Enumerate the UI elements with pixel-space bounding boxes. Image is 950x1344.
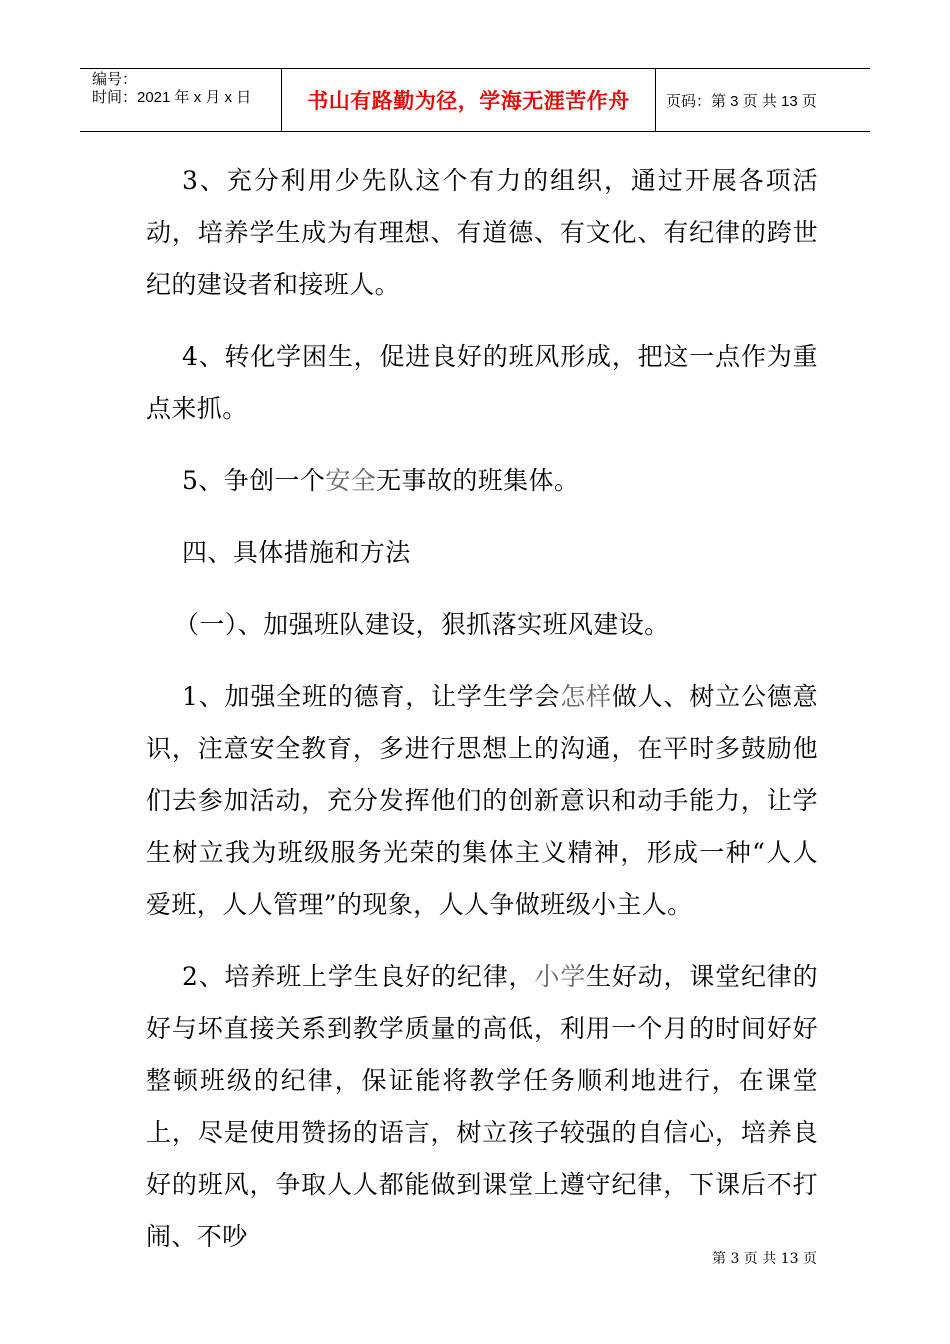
- measure-paragraph-2: [146, 951, 818, 1263]
- number-label: 编号：: [92, 71, 138, 88]
- keyword-link-safety[interactable]: 安全: [325, 466, 377, 495]
- paragraph-item-3: 3、充分利用少先队这个有力的组织，通过开展各项活动，培养学生成为有理想、有道德、有文化、有纪律的跨世纪的建设者和接班人。: [146, 166, 818, 299]
- keyword-link-primary-school[interactable]: 小学: [534, 962, 587, 991]
- measure-2-text-b: 生好动，课堂纪律的好与坏直接关系到教学质量的高低，利用一个月的时间好好整顿班级的纪律，保证能将教学任务顺利地进行，在课堂上，尽是使用赞扬的语言，树立孩子较强的自信心，培养良好的班风，争取人人都能做到课堂上遵守纪律，下课后不打闹、不吵: [146, 962, 818, 1251]
- paragraph-item-5: [146, 455, 818, 507]
- page-header: [80, 68, 870, 132]
- paragraph-item-4: 4、转化学困生，促进良好的班风形成，把这一点作为重点来抓。: [146, 342, 818, 423]
- header-meta: [80, 69, 282, 131]
- item-5-text-b: 无事故的班集体。: [376, 466, 580, 495]
- measure-1-text-a: 1、加强全班的德育，让学生学会: [182, 682, 561, 711]
- header-page-info: 页码：第 3 页 共 13 页: [666, 92, 817, 110]
- document-body: [146, 155, 818, 1283]
- subsection-heading-1: （一）、加强班队建设，狠抓落实班风建设。: [174, 610, 670, 639]
- page-footer: 第 3 页 共 13 页: [712, 1251, 817, 1267]
- header-motto: 书山有路勤为径，学海无涯苦作舟: [282, 69, 656, 131]
- measure-paragraph-1: [146, 671, 818, 931]
- section-heading-4: 四、具体措施和方法: [182, 538, 411, 567]
- item-5-text-a: 5、争创一个: [182, 466, 326, 495]
- measure-1-text-b: 做人、树立公德意识，注意安全教育，多进行思想上的沟通，在平时多鼓励他们去参加活动，充分发挥他们的创新意识和动手能力，让学生树立我为班级服务光荣的集体主义精神，形成一种“人人爱班，人人管理”的现象，人人争做班级小主人。: [146, 682, 818, 919]
- date-label: 时间：2021 年 x 月 x 日: [92, 89, 252, 106]
- keyword-link-how[interactable]: 怎样: [560, 682, 612, 711]
- measure-2-text-a: 2、培养班上学生良好的纪律，: [182, 962, 535, 991]
